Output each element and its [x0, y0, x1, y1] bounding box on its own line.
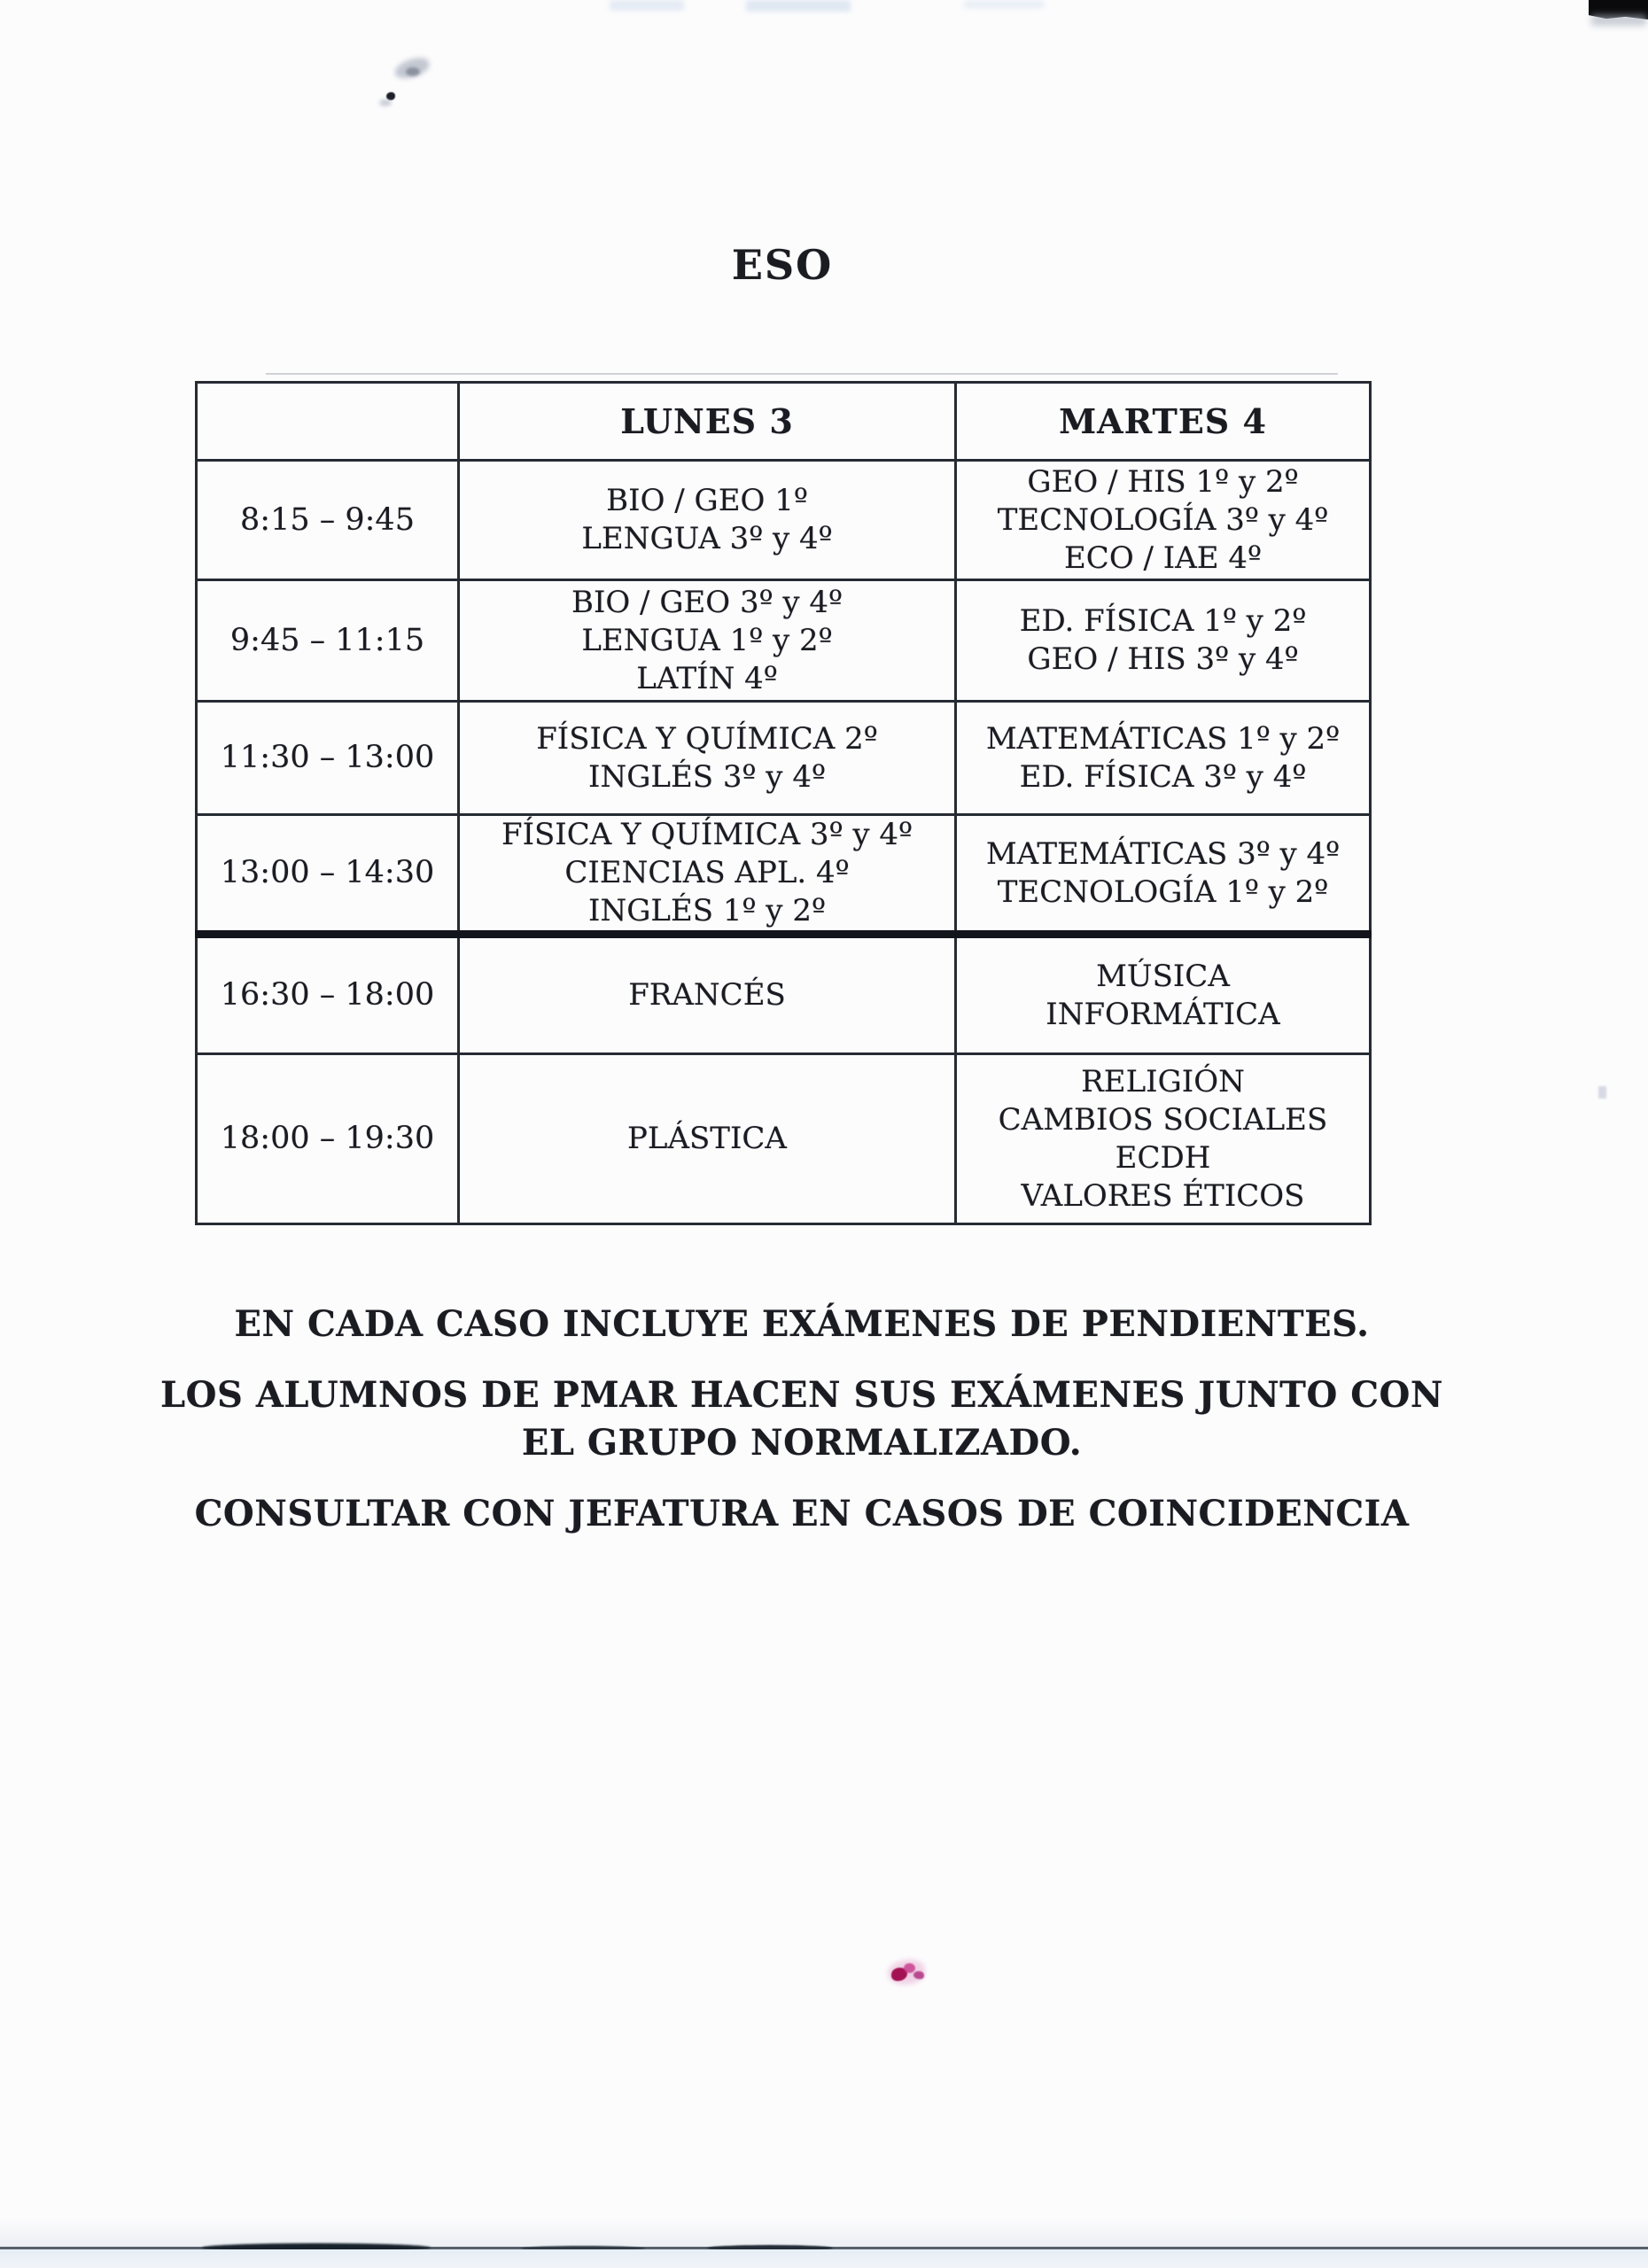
note-pendientes	[0, 1301, 1604, 1348]
faint-smudge	[1598, 1086, 1606, 1099]
lunes-cell	[459, 935, 956, 1054]
subject-line: FRANCÉS	[628, 977, 786, 1013]
subject-line: MATEMÁTICAS 1º y 2º	[985, 720, 1341, 757]
time-cell	[197, 1054, 459, 1224]
subject-line: ECO / IAE 4º	[1063, 540, 1262, 576]
subject-line: FÍSICA Y QUÍMICA 3º y 4º	[501, 817, 913, 852]
subject-line: INGLÉS 1º y 2º	[588, 893, 826, 928]
subject-line: LENGUA 1º y 2º	[581, 622, 833, 658]
lunes-cell	[459, 702, 956, 815]
magenta-stain	[904, 1963, 915, 1973]
time-label: 9:45 – 11:15	[229, 622, 425, 658]
exam-schedule-table	[195, 381, 1372, 1225]
subject-line: TECNOLOGÍA 3º y 4º	[997, 501, 1329, 538]
time-cell	[197, 580, 459, 702]
time-label: 11:30 – 13:00	[220, 740, 435, 775]
subject-line: CIENCIAS APL. 4º	[564, 855, 850, 890]
martes-cell	[956, 702, 1371, 815]
subject-line: PLÁSTICA	[627, 1121, 787, 1156]
martes-cell	[956, 815, 1371, 935]
scanner-bed-area	[0, 2249, 1648, 2268]
footer-notes	[0, 1301, 1604, 1561]
note-line: EN CADA CASO INCLUYE EXÁMENES DE PENDIENTES.	[234, 1303, 1370, 1345]
subject-line: RELIGIÓN	[1081, 1063, 1245, 1099]
header-cell-time	[197, 383, 459, 461]
martes-cell	[956, 1054, 1371, 1224]
note-line: CONSULTAR CON JEFATURA EN CASOS DE COINCIDENCIA	[194, 1493, 1410, 1534]
subject-line: ED. FÍSICA 3º y 4º	[1019, 758, 1307, 795]
lunes-cell	[459, 1054, 956, 1224]
scan-edge-tint	[964, 0, 1044, 9]
subject-line: FÍSICA Y QUÍMICA 2º	[536, 720, 878, 757]
subject-line: INFORMÁTICA	[1046, 996, 1280, 1032]
lunes-cell	[459, 815, 956, 935]
time-cell	[197, 461, 459, 580]
lunes-cell	[459, 580, 956, 702]
note-line: EL GRUPO NORMALIZADO.	[521, 1422, 1083, 1464]
subject-line: GEO / HIS 3º y 4º	[1027, 641, 1299, 677]
note-line: LOS ALUMNOS DE PMAR HACEN SUS EXÁMENES JUNTO CON	[160, 1374, 1443, 1416]
time-cell	[197, 815, 459, 935]
martes-cell	[956, 461, 1371, 580]
scanner-corner-shadow	[1591, 15, 1646, 26]
scan-edge-tint	[610, 0, 684, 11]
martes-cell	[956, 580, 1371, 702]
subject-line: MATEMÁTICAS 3º y 4º	[985, 835, 1341, 872]
subject-line: ED. FÍSICA 1º y 2º	[1019, 603, 1307, 639]
ink-dot-smear	[379, 99, 392, 106]
subject-line: BIO / GEO 3º y 4º	[571, 584, 843, 620]
time-cell	[197, 702, 459, 815]
subject-line: GEO / HIS 1º y 2º	[1027, 463, 1299, 500]
note-pmar	[0, 1371, 1604, 1467]
scan-echo-line	[266, 373, 1338, 375]
subject-line: MÚSICA	[1096, 958, 1230, 994]
exam-table-body	[197, 461, 1371, 1224]
table-row	[197, 1054, 1371, 1224]
time-label: 8:15 – 9:45	[240, 501, 415, 538]
table-row	[197, 580, 1371, 702]
magenta-stain	[913, 1971, 924, 1979]
time-label: 13:00 – 14:30	[220, 855, 435, 890]
subject-line: TECNOLOGÍA 1º y 2º	[997, 874, 1329, 910]
scan-edge-tint	[746, 0, 851, 12]
note-jefatura	[0, 1490, 1604, 1538]
martes-cell	[956, 935, 1371, 1054]
table-row	[197, 815, 1371, 935]
table-row	[197, 461, 1371, 580]
subject-line: VALORES ÉTICOS	[1021, 1177, 1305, 1214]
header-cell-martes: MARTES 4	[956, 383, 1371, 461]
subject-line: INGLÉS 3º y 4º	[588, 758, 826, 795]
time-label: 16:30 – 18:00	[220, 977, 435, 1013]
table-header-row	[197, 383, 1371, 461]
table-row	[197, 702, 1371, 815]
pencil-smudge-dark	[406, 67, 420, 76]
subject-line: BIO / GEO 1º	[606, 483, 808, 518]
table-row	[197, 935, 1371, 1054]
header-cell-lunes: LUNES 3	[459, 383, 956, 461]
subject-line: CAMBIOS SOCIALES	[998, 1101, 1328, 1138]
time-cell	[197, 935, 459, 1054]
page-title: ESO	[731, 241, 834, 289]
subject-line: ECDH	[1115, 1139, 1211, 1176]
time-label: 18:00 – 19:30	[220, 1121, 435, 1156]
subject-line: LENGUA 3º y 4º	[581, 521, 833, 556]
subject-line: LATÍN 4º	[636, 660, 778, 696]
lunes-cell	[459, 461, 956, 580]
